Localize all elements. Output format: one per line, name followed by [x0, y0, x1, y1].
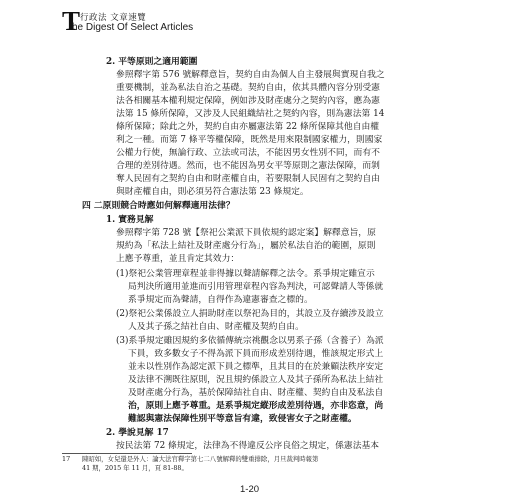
subsection-heading: 2. 學說見解 17: [106, 428, 169, 438]
list-item: (1)祭祀公業管理章程並非得據以聲請解釋之法令。系爭規定雖宣示: [116, 269, 375, 279]
list-item-continued: 難認與憲法保障性別平等意旨有違，致侵害女子之財產權。: [128, 414, 357, 424]
body-line: 規約為「私法上結社及財產處分行為」，屬於私法自治的範圍，原則: [116, 241, 376, 251]
list-item: (2)祭祀公業係設立人捐助財產以祭祀為目的，其設立及存續涉及設立: [116, 309, 384, 319]
list-item-continued: 局判決所適用並進而引用管理章程內容為判決，可認聲請人等係就: [128, 282, 384, 292]
question-heading: 四 二原則競合時應如何解釋適用法律？: [82, 201, 235, 211]
footnote-divider: [62, 453, 192, 454]
subsection-heading: 1. 實務見解: [106, 215, 154, 225]
journal-title-english: he Digest Of Select Articles: [72, 22, 194, 33]
page-number: 1-20: [240, 484, 260, 495]
list-item-continued: 系爭規定而為聲請，自得作為違憲審查之標的。: [128, 295, 313, 305]
body-line: 奪人民固有之契約自由和財產權自由，若要限制人民固有之契約自由: [116, 174, 380, 184]
body-line: 條所保障；除此之外，契約自由亦屬憲法第 22 條所保障其他自由權: [116, 122, 380, 132]
body-line: 按民法第 72 條規定，法律為不得違反公序良俗之規定，係憲法基本: [116, 441, 380, 451]
list-item-continued: 治，原則上應予尊重。是系爭規定縱形成差別待遇，亦非恣意，尚: [128, 401, 384, 411]
section-heading: 2. 平等原則之適用範圍: [106, 57, 198, 67]
body-line: 與財產權自由，則必須另符合憲法第 23 條規定。: [116, 187, 309, 197]
list-item: (3)系爭規定雖因規約多依循傳統宗祧觀念以男系子孫（含養子）為派: [116, 336, 384, 346]
body-line: 上應予尊重，並且肯定其效力：: [116, 254, 240, 264]
body-line: 公權力行使，無論行政、立法或司法，不能因男女性別不同，而有不: [116, 148, 380, 158]
list-item-continued: 人及其子孫之結社自由、財產權及契約自由。: [128, 322, 304, 332]
body-line: 法各相關基本權利規定保障，例如涉及財產處分之契約內容，應為憲: [116, 96, 380, 106]
list-item-continued: 並未以性別作為認定派下員之標準，且其目的在於兼顧法秩序安定: [128, 362, 384, 372]
body-line: 重要機制，並為私法自治之基礎。契約自由，依其具體內容分別受憲: [116, 83, 380, 93]
journal-logo-letter: T: [62, 6, 81, 36]
list-item-continued: 及法律不溯既往原則，況且規約係設立人及其子孫所為私法上結社: [128, 375, 384, 385]
body-line: 利之一種。而第 7 條平等權保障，既然是用來限制國家權力，則國家: [116, 135, 383, 145]
body-line: 參照釋字第 728 號【祭祀公業派下員依規約認定案】解釋意旨，原: [116, 228, 376, 238]
body-line: 參照釋字第 576 號解釋意旨，契約自由為個人自主發展與實現自我之: [116, 70, 385, 80]
list-item-continued: 下員，致多數女子不得為派下員而形成差別待遇，惟該規定形式上: [128, 349, 384, 359]
footnote-number: 17: [62, 455, 71, 463]
body-line: 法第 15 條所保障，又涉及人民組織結社之契約內容，則為憲法第 14: [116, 109, 385, 119]
body-line: 合理的差別待遇。然而，也不能因為男女平等原則之憲法保障，而剝: [116, 161, 380, 171]
footnote-text: 41 期，2015 年 11 月，頁 81-88。: [82, 464, 188, 472]
journal-title-chinese: 行政法 文章速覽: [80, 13, 147, 23]
footnote-text: 陳昭如，女兒還是外人：論大法官釋字第七二八號解釋的雙重排除，月旦裁判時報第: [82, 455, 319, 463]
list-item-continued: 及財產處分行為，基於保障結社自由、財產權、契約自由及私法自: [128, 388, 384, 398]
